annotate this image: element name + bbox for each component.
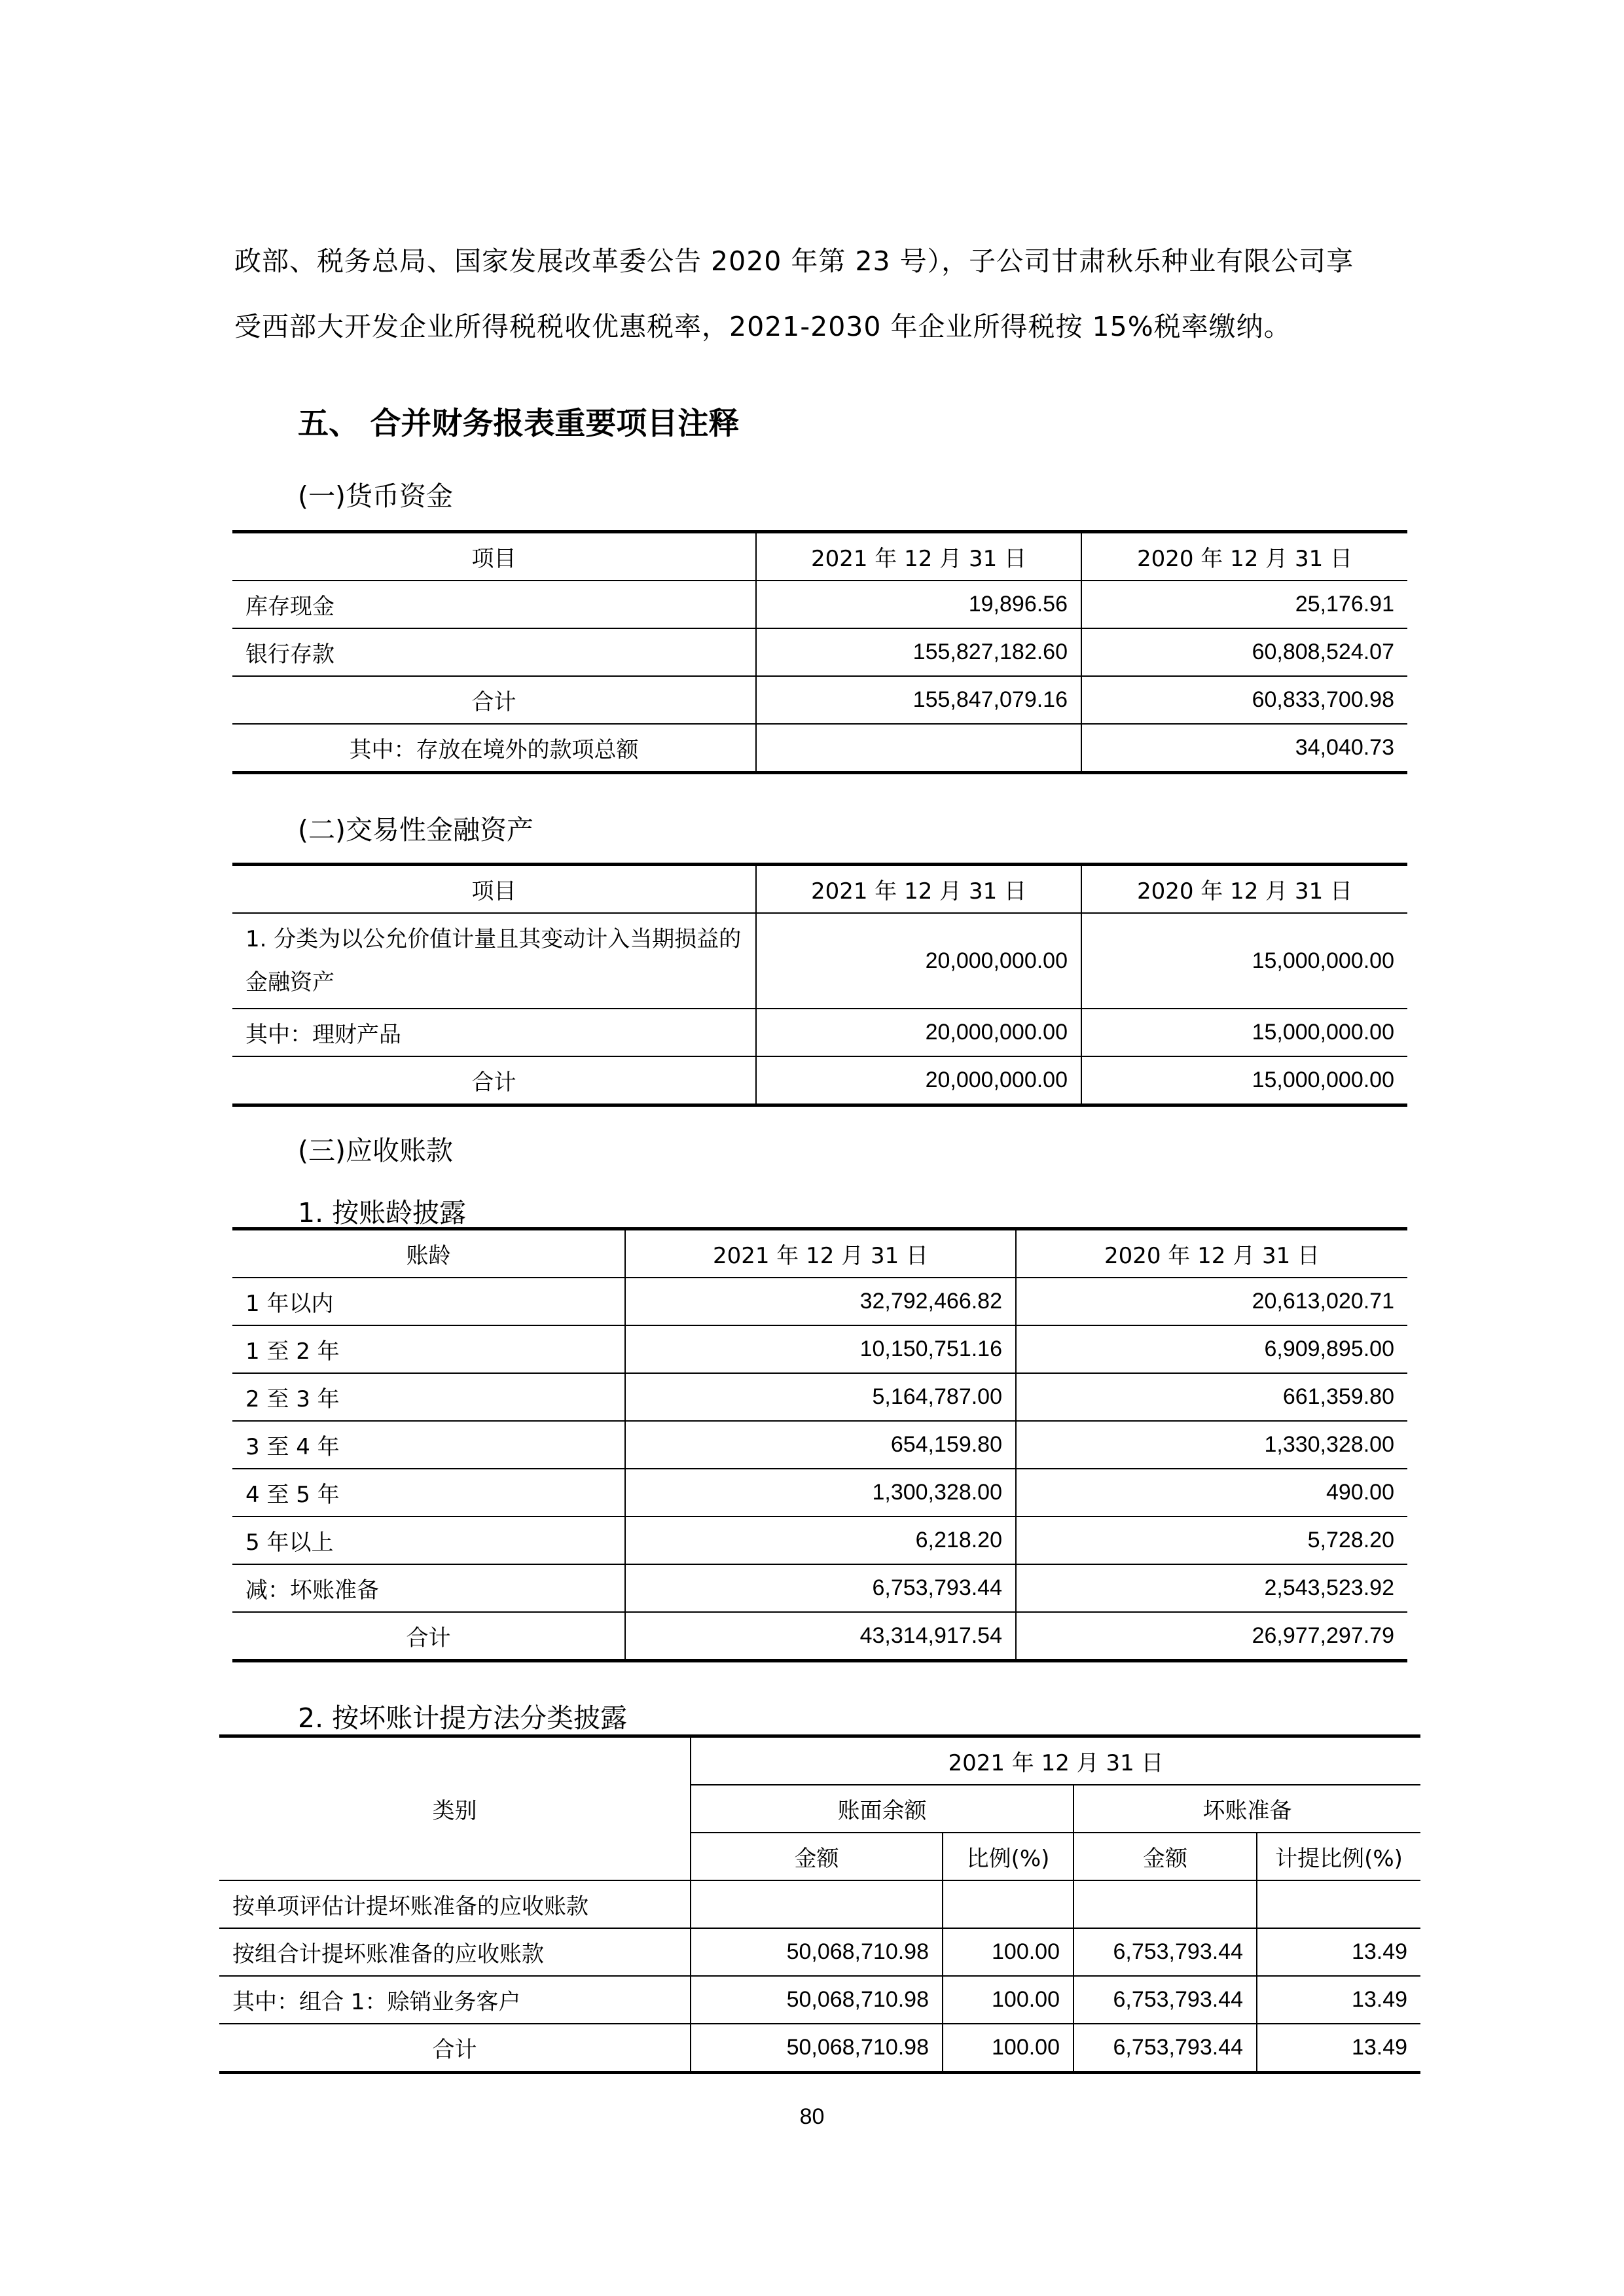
- table-row: [232, 581, 1407, 628]
- cell-bad-debt: 6,753,793.44: [1074, 2024, 1257, 2073]
- aging-title: 1. 按账龄披露: [298, 1197, 467, 1229]
- ratio-header: 比例(%): [943, 1833, 1074, 1880]
- row-label: 1. 分类为以公允价值计量且其变动计入当期损益的金融资产: [232, 913, 756, 1009]
- cell-2020: 15,000,000.00: [1081, 913, 1407, 1009]
- row-label: 其中：理财产品: [232, 1009, 756, 1056]
- trading-title: (二)交易性金融资产: [298, 814, 533, 846]
- cell-2020: 5,728.20: [1016, 1516, 1407, 1564]
- table-row: [232, 676, 1407, 724]
- intro-paragraph-line-1: 政部、税务总局、国家发展改革委公告 2020 年第 23 号），子公司甘肃秋乐种业有限公司享: [234, 245, 1354, 277]
- cell-provision-ratio: 13.49: [1257, 1976, 1420, 2024]
- cell-2021: 654,159.80: [625, 1421, 1016, 1469]
- table-row: [232, 1325, 1407, 1373]
- cell-2020: 34,040.73: [1081, 724, 1407, 773]
- table-row: [232, 1278, 1407, 1325]
- cell-2021: 155,847,079.16: [756, 676, 1081, 724]
- cell-2021: 19,896.56: [756, 581, 1081, 628]
- table-row: [232, 1516, 1407, 1564]
- cash-table: [232, 530, 1407, 774]
- cell-2020: 20,613,020.71: [1016, 1278, 1407, 1325]
- cell-2021: 20,000,000.00: [756, 1056, 1081, 1105]
- aging-table: [232, 1227, 1407, 1662]
- table-row: [232, 628, 1407, 676]
- trading-table: [232, 863, 1407, 1107]
- cell-provision-ratio: 13.49: [1257, 2024, 1420, 2073]
- row-label: 3 至 4 年: [232, 1421, 625, 1469]
- cell-2021: 5,164,787.00: [625, 1373, 1016, 1421]
- row-label: 1 至 2 年: [232, 1325, 625, 1373]
- table-row: [232, 913, 1407, 1009]
- book-balance-header: 账面余额: [691, 1785, 1074, 1833]
- cell-amount: 50,068,710.98: [691, 2024, 943, 2073]
- page-number: 80: [799, 2104, 825, 2129]
- row-label: 其中：组合 1：赊销业务客户: [219, 1976, 691, 2024]
- cell-2021: 10,150,751.16: [625, 1325, 1016, 1373]
- cell-ratio: 100.00: [943, 1928, 1074, 1976]
- cell-2021: 43,314,917.54: [625, 1612, 1016, 1661]
- method-table: [219, 1734, 1420, 2074]
- cell-bad-debt: 6,753,793.44: [1074, 1976, 1257, 2024]
- table-header-row: [232, 1229, 1407, 1278]
- cell-2021: 1,300,328.00: [625, 1469, 1016, 1516]
- cell-2020: 1,330,328.00: [1016, 1421, 1407, 1469]
- table-row: [232, 1056, 1407, 1105]
- table-row: [219, 2024, 1420, 2073]
- header-cell: 2020 年 12 月 31 日: [1016, 1229, 1407, 1278]
- bad-debt-amount-header: 金额: [1074, 1833, 1257, 1880]
- header-cell: 项目: [232, 865, 756, 914]
- header-cell: 账龄: [232, 1229, 625, 1278]
- table-row: [232, 1373, 1407, 1421]
- header-cell: 2020 年 12 月 31 日: [1081, 865, 1407, 914]
- header-cell: 2020 年 12 月 31 日: [1081, 532, 1407, 581]
- section-title: 五、 合并财务报表重要项目注释: [298, 406, 740, 442]
- cell-2020: 26,977,297.79: [1016, 1612, 1407, 1661]
- table-row: [232, 1009, 1407, 1056]
- cell-ratio: [943, 1880, 1074, 1928]
- header-cell: 2021 年 12 月 31 日: [756, 532, 1081, 581]
- table-row: [232, 1612, 1407, 1661]
- cell-2020: 6,909,895.00: [1016, 1325, 1407, 1373]
- cell-2021: 20,000,000.00: [756, 913, 1081, 1009]
- cell-2020: 60,833,700.98: [1081, 676, 1407, 724]
- cell-2020: 490.00: [1016, 1469, 1407, 1516]
- table-header-row: [232, 865, 1407, 914]
- table-row: [232, 1421, 1407, 1469]
- bad-debt-header: 坏账准备: [1074, 1785, 1420, 1833]
- cell-provision-ratio: 13.49: [1257, 1928, 1420, 1976]
- cell-2020: 60,808,524.07: [1081, 628, 1407, 676]
- cell-2020: 15,000,000.00: [1081, 1009, 1407, 1056]
- cell-2020: 661,359.80: [1016, 1373, 1407, 1421]
- cell-2021: [756, 724, 1081, 773]
- cell-ratio: 100.00: [943, 1976, 1074, 2024]
- cell-bad-debt: [1074, 1880, 1257, 1928]
- row-label: 4 至 5 年: [232, 1469, 625, 1516]
- row-label: 库存现金: [232, 581, 756, 628]
- row-label: 合计: [232, 1612, 625, 1661]
- table-row: [219, 1976, 1420, 2024]
- table-row: [219, 1928, 1420, 1976]
- intro-paragraph-line-2: 受西部大开发企业所得税税收优惠税率，2021-2030 年企业所得税按 15%税率缴纳。: [234, 311, 1291, 342]
- cell-2020: 15,000,000.00: [1081, 1056, 1407, 1105]
- table-row: [232, 1469, 1407, 1516]
- category-header: 类别: [219, 1736, 691, 1881]
- row-label: 其中：存放在境外的款项总额: [232, 724, 756, 773]
- cell-provision-ratio: [1257, 1880, 1420, 1928]
- cell-2021: 6,753,793.44: [625, 1564, 1016, 1612]
- provision-ratio-header: 计提比例(%): [1257, 1833, 1420, 1880]
- cell-amount: 50,068,710.98: [691, 1928, 943, 1976]
- cell-2020: 25,176.91: [1081, 581, 1407, 628]
- cell-2020: 2,543,523.92: [1016, 1564, 1407, 1612]
- row-label: 合计: [219, 2024, 691, 2073]
- header-cell: 2021 年 12 月 31 日: [625, 1229, 1016, 1278]
- cell-2021: 6,218.20: [625, 1516, 1016, 1564]
- row-label: 按单项评估计提坏账准备的应收账款: [219, 1880, 691, 1928]
- row-label: 减：坏账准备: [232, 1564, 625, 1612]
- cell-2021: 155,827,182.60: [756, 628, 1081, 676]
- cell-amount: [691, 1880, 943, 1928]
- table-row: [219, 1880, 1420, 1928]
- cell-2021: 32,792,466.82: [625, 1278, 1016, 1325]
- cell-amount: 50,068,710.98: [691, 1976, 943, 2024]
- cell-ratio: 100.00: [943, 2024, 1074, 2073]
- table-header-row: [219, 1736, 1420, 1785]
- row-label: 银行存款: [232, 628, 756, 676]
- row-label: 合计: [232, 676, 756, 724]
- table-header-row: [232, 532, 1407, 581]
- method-title: 2. 按坏账计提方法分类披露: [298, 1702, 628, 1734]
- cell-bad-debt: 6,753,793.44: [1074, 1928, 1257, 1976]
- table-row: [232, 1564, 1407, 1612]
- cell-2021: 20,000,000.00: [756, 1009, 1081, 1056]
- amount-header: 金额: [691, 1833, 943, 1880]
- date-header: 2021 年 12 月 31 日: [691, 1736, 1420, 1785]
- row-label: 5 年以上: [232, 1516, 625, 1564]
- table-row: [232, 724, 1407, 773]
- header-cell: 2021 年 12 月 31 日: [756, 865, 1081, 914]
- row-label: 按组合计提坏账准备的应收账款: [219, 1928, 691, 1976]
- header-cell: 项目: [232, 532, 756, 581]
- row-label: 合计: [232, 1056, 756, 1105]
- row-label: 2 至 3 年: [232, 1373, 625, 1421]
- receivables-title: (三)应收账款: [298, 1135, 453, 1166]
- cash-title: (一)货币资金: [298, 480, 453, 512]
- row-label: 1 年以内: [232, 1278, 625, 1325]
